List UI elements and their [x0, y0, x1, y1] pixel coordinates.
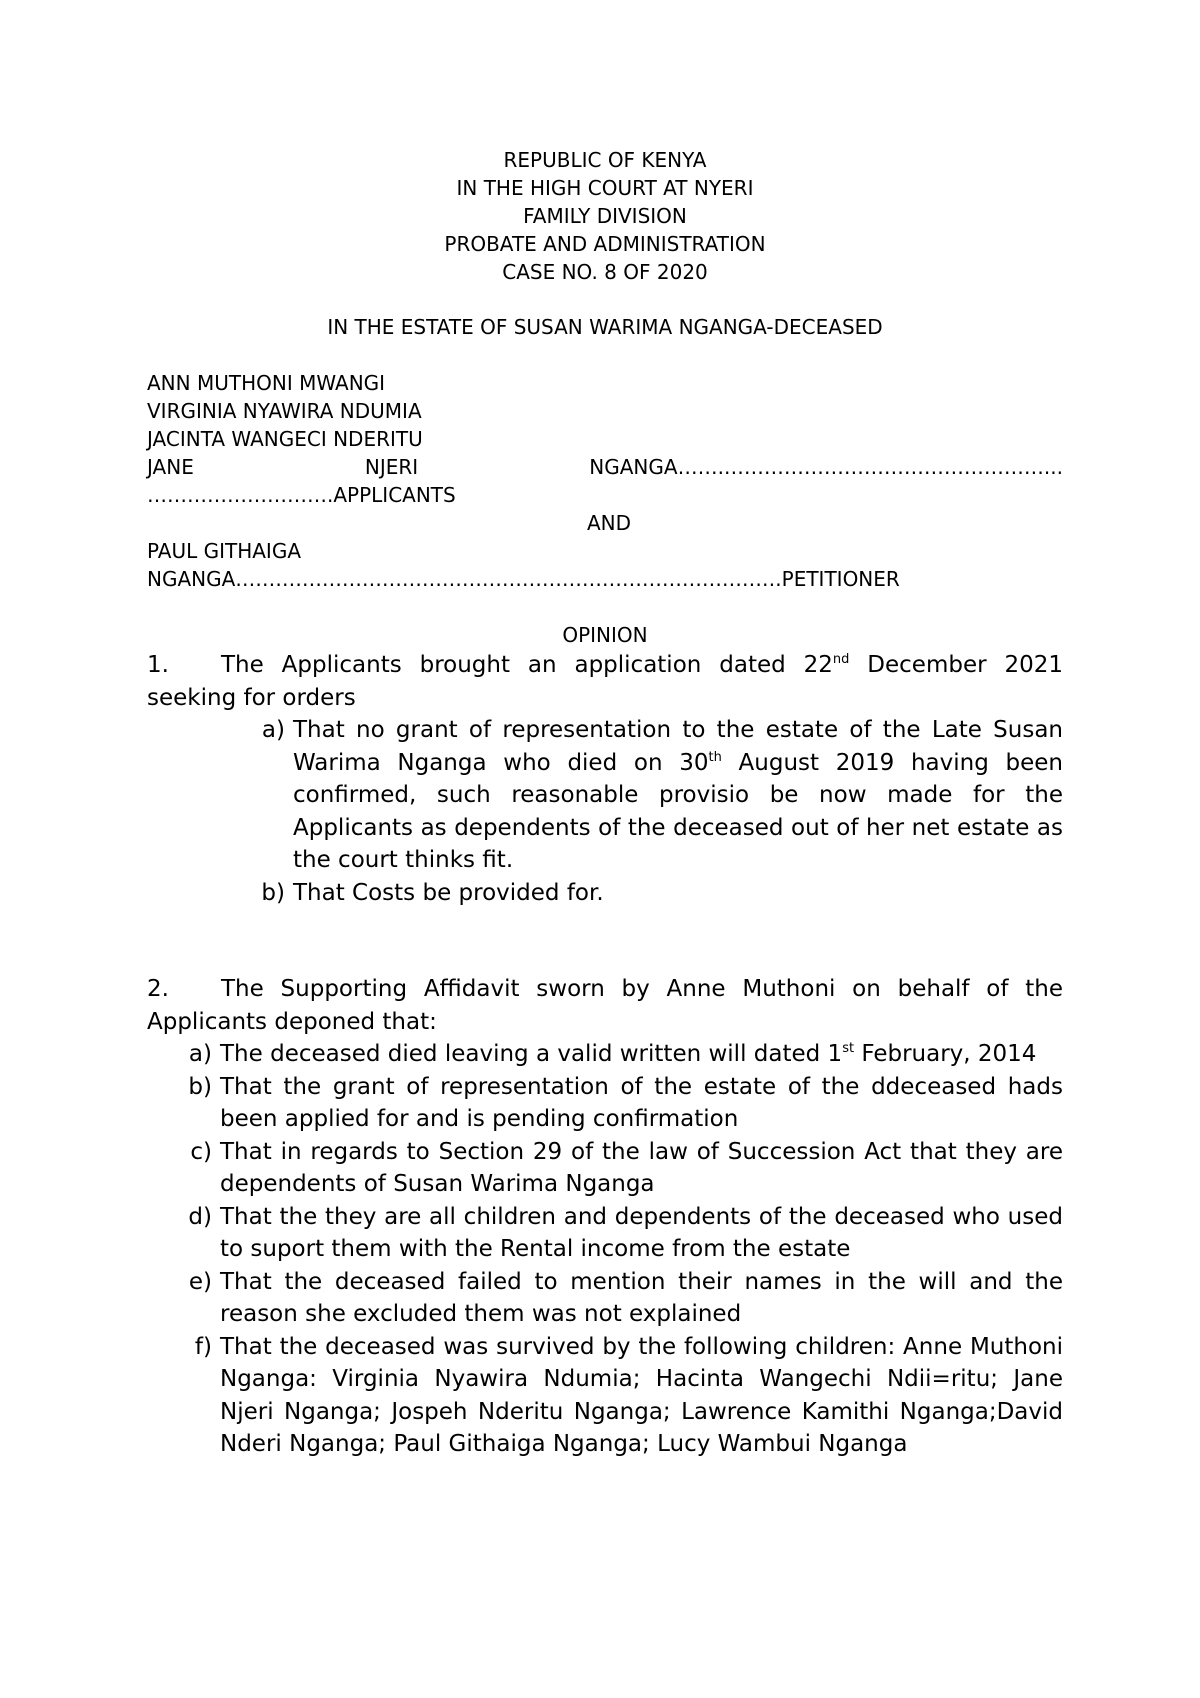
list-item-text: The deceased died leaving a valid written will dated 1: [220, 1041, 843, 1067]
ordinal-suffix: nd: [832, 652, 850, 667]
paragraph-1-list: [261, 714, 1063, 909]
list-item: [194, 1331, 1063, 1461]
header-probate: PROBATE AND ADMINISTRATION: [444, 232, 766, 256]
header-court: IN THE HIGH COURT AT NYERI: [456, 176, 754, 200]
list-item-label: b): [188, 1073, 212, 1100]
ordinal-suffix: st: [842, 1041, 855, 1056]
list-item-label: f): [194, 1333, 212, 1360]
applicant-name-part: NGANGA…….…………………………………………...: [589, 455, 1063, 479]
applicant-name: JACINTA WANGECI NDERITU: [147, 427, 423, 451]
applicants-role: ……………………….APPLICANTS: [147, 483, 456, 507]
opinion-section: [147, 621, 1063, 1461]
petitioner-role: NGANGA……………………………………………………………………….PETITIONER: [147, 567, 900, 591]
list-item: [261, 714, 1063, 877]
list-item: [261, 877, 1063, 910]
list-item-text: That Costs be provided for.: [293, 879, 604, 906]
applicant-name: ANN MUTHONI MWANGI: [147, 371, 386, 395]
paragraph-text: The Applicants brought an application dated 22: [221, 652, 833, 678]
list-item: [190, 1136, 1063, 1201]
parties-block: [147, 369, 1063, 593]
applicant-name-part: NJERI: [364, 455, 419, 479]
list-item: [188, 1038, 1063, 1071]
paragraph-1: [147, 649, 1063, 714]
court-header: [147, 146, 1063, 286]
paragraph-spacer: [147, 909, 1063, 973]
list-item-text: That the they are all children and dependents of the deceased who used to suport them with the Rental income from the estate: [220, 1203, 1063, 1262]
list-item: [188, 1201, 1063, 1266]
list-item-label: a): [188, 1041, 212, 1067]
list-item-text: August 2019 having been confirmed, such reasonable provisio be now made for the Applicants as dependents of the deceased out of her net estate as the court thinks fit.: [293, 749, 1063, 873]
header-republic: REPUBLIC OF KENYA: [503, 148, 707, 172]
petitioner-name: PAUL GITHAIGA: [147, 539, 302, 563]
opinion-heading: OPINION: [562, 623, 648, 647]
paragraph-number: 2.: [147, 976, 169, 1002]
list-item-label: a): [261, 717, 285, 743]
header-case-number: CASE NO. 8 OF 2020: [502, 260, 708, 284]
list-item-text: That the deceased failed to mention their names in the will and the reason she excluded them was not explained: [220, 1268, 1063, 1327]
list-item: [188, 1266, 1063, 1331]
list-item-text: That the grant of representation of the estate of the ddeceased hads been applied for and is pending confirmation: [220, 1073, 1063, 1132]
paragraph-2-list: [188, 1038, 1063, 1461]
list-item-label: c): [190, 1138, 212, 1165]
list-item-label: e): [188, 1268, 212, 1295]
list-item-text: February, 2014: [854, 1041, 1037, 1067]
list-item-text: That no grant of representation to the estate of the Late Susan Warima Nganga who died on 30: [293, 717, 1063, 776]
estate-title-text: IN THE ESTATE OF SUSAN WARIMA NGANGA-DECEASED: [327, 315, 883, 339]
paragraph-text: The Supporting Affidavit sworn by Anne Muthoni on behalf of the Applicants deponed that:: [147, 976, 1063, 1035]
and-separator: AND: [586, 511, 632, 535]
list-item-label: d): [188, 1203, 212, 1230]
applicant-name-part: JANE: [147, 455, 194, 479]
paragraph-number: 1.: [147, 652, 169, 678]
paragraph-text: December 2021 seeking for orders: [147, 652, 1063, 711]
ordinal-suffix: th: [708, 749, 722, 765]
estate-title: [147, 313, 1063, 341]
list-item: [188, 1071, 1063, 1136]
applicant-name: VIRGINIA NYAWIRA NDUMIA: [147, 399, 422, 423]
header-division: FAMILY DIVISION: [523, 204, 687, 228]
list-item-text: That in regards to Section 29 of the law of Succession Act that they are dependents of Susan Warima Nganga: [220, 1138, 1063, 1197]
paragraph-2: [147, 973, 1063, 1038]
list-item-text: That the deceased was survived by the following children: Anne Muthoni Nganga: Virginia Nyawira Ndumia; Hacinta Wangechi Ndii=ritu; Jane Njeri Nganga; Jospeh Nderitu Nganga; Lawrence Kamithi Nganga;David Nderi Nganga; Paul Githaiga Nganga; Lucy Wambui Nganga: [220, 1333, 1063, 1457]
list-item-label: b): [261, 879, 285, 906]
applicant-name-row: [147, 453, 1063, 481]
